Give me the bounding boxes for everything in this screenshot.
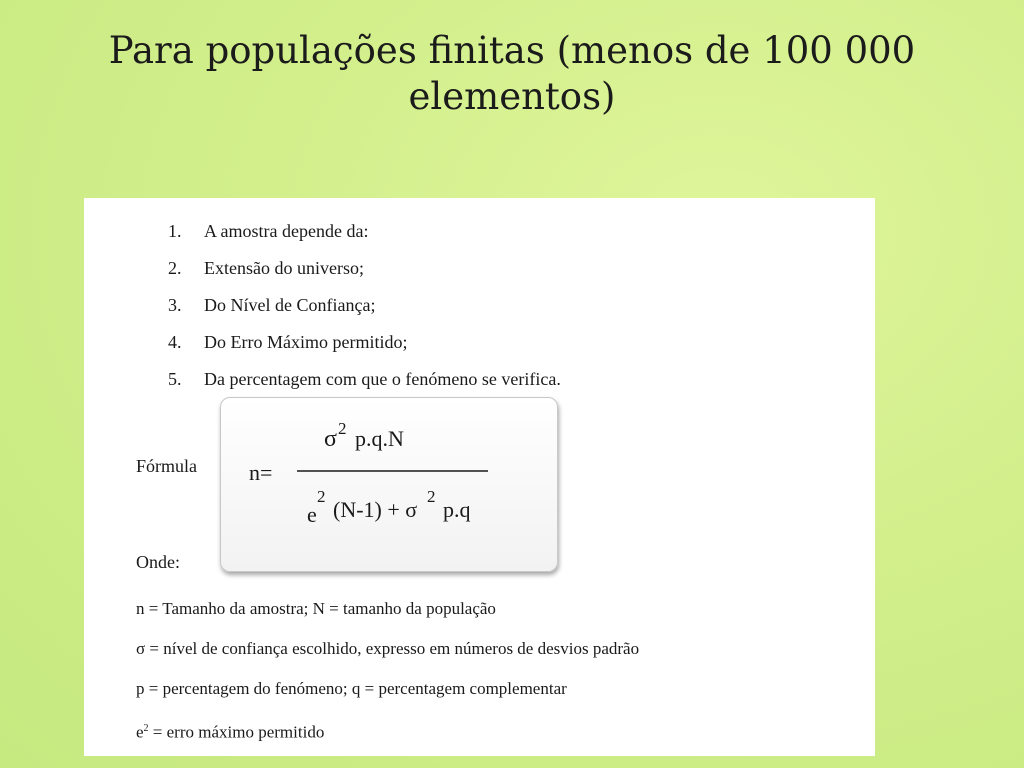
definition-line: σ = nível de confiança escolhido, expresso em números de desvios padrão xyxy=(136,639,640,658)
formula-graphic xyxy=(221,398,557,571)
factor-list xyxy=(168,214,561,399)
definitions xyxy=(136,596,639,756)
list-item-text: A amostra depende da: xyxy=(204,221,369,241)
denominator-sigma-exponent: 2 xyxy=(427,487,436,506)
list-item-text: Extensão do universo; xyxy=(204,258,364,278)
list-item xyxy=(168,362,561,399)
list-item xyxy=(168,325,561,362)
formula-lhs: n= xyxy=(249,460,273,485)
list-item-number: 3. xyxy=(168,295,182,315)
slide-title: Para populações finitas (menos de 100 000 elementos) xyxy=(108,29,916,118)
numerator-exponent: 2 xyxy=(338,419,347,438)
denominator-e-exponent: 2 xyxy=(317,487,326,506)
definition-line: p = percentagem do fenómeno; q = percentagem complementar xyxy=(136,679,567,698)
list-item xyxy=(168,288,561,325)
list-item-text: Da percentagem com que o fenómeno se verifica. xyxy=(204,369,561,389)
numerator-sigma: σ xyxy=(324,426,337,452)
list-item-text: Do Erro Máximo permitido; xyxy=(204,332,408,352)
list-item-number: 4. xyxy=(168,332,182,352)
list-item-number: 2. xyxy=(168,258,182,278)
definition-line xyxy=(136,716,639,756)
list-item-number: 5. xyxy=(168,369,182,389)
formula-label: Fórmula xyxy=(136,456,197,476)
onde-label: Onde: xyxy=(136,552,180,572)
numerator-rest: p.q.N xyxy=(355,426,404,451)
definition-e: e xyxy=(136,722,144,742)
formula-box xyxy=(220,397,558,572)
denominator-e: e xyxy=(307,502,317,527)
list-item xyxy=(168,251,561,288)
denominator-rest: p.q xyxy=(443,497,471,522)
definition-line: n = Tamanho da amostra; N = tamanho da população xyxy=(136,599,496,618)
list-item xyxy=(168,214,561,251)
denominator-middle: (N-1) + σ xyxy=(333,497,418,522)
definition-e-exponent: 2 xyxy=(143,723,149,734)
definition-e-text: = erro máximo permitido xyxy=(148,722,325,742)
list-item-number: 1. xyxy=(168,221,182,241)
content-panel xyxy=(84,198,875,756)
list-item-text: Do Nível de Confiança; xyxy=(204,295,376,315)
